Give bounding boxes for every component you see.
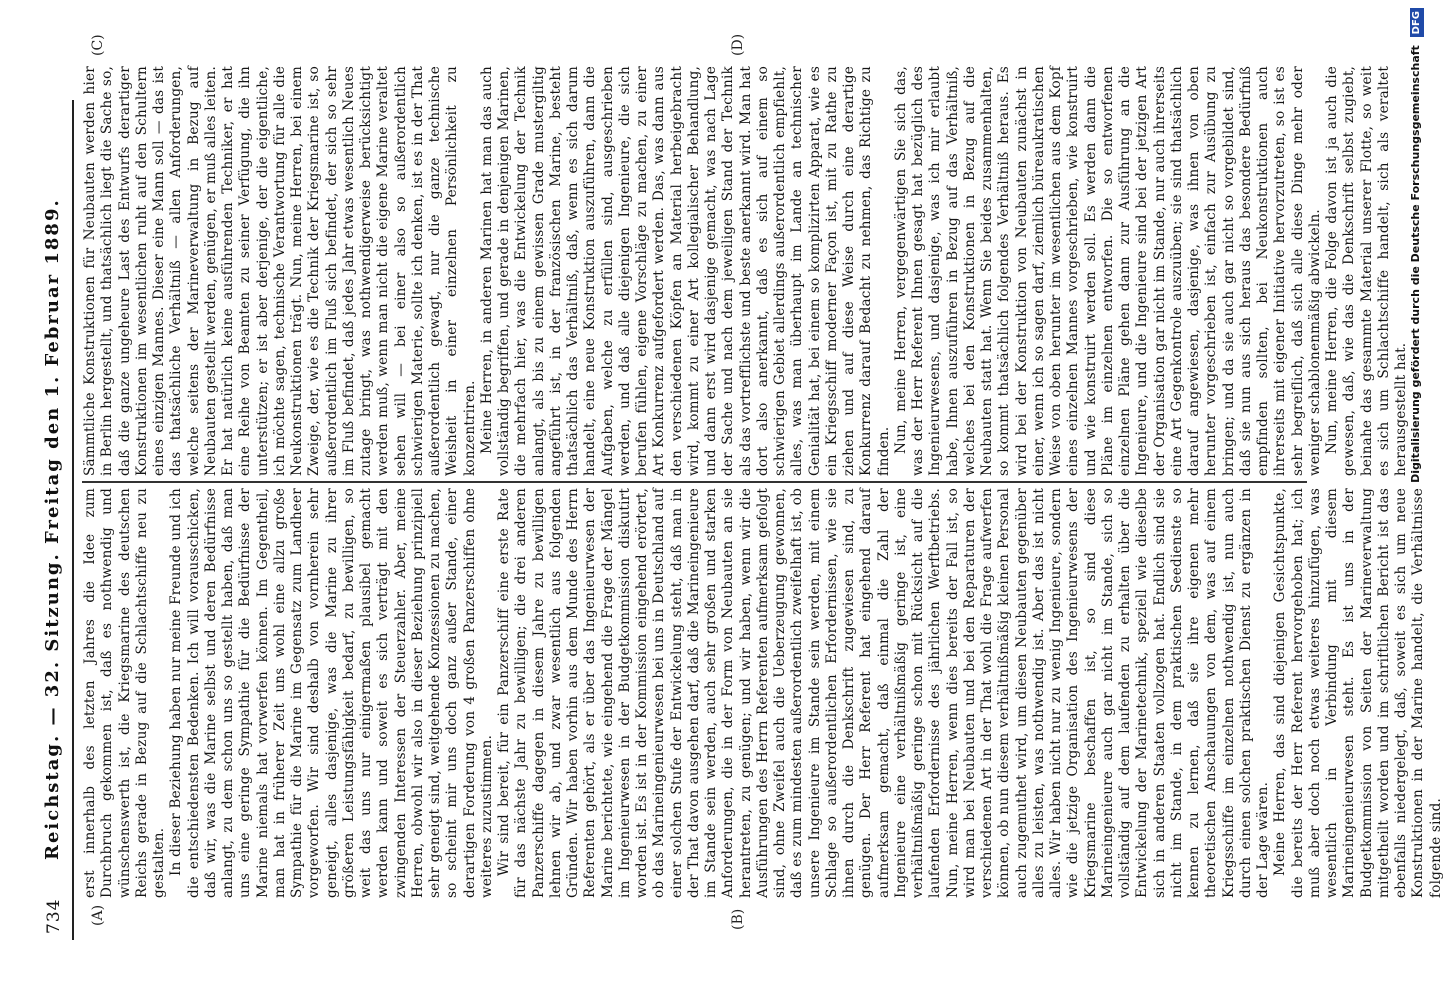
page-number: 734 [44, 898, 64, 934]
margin-marker-b: (B) [730, 908, 746, 930]
left-column [82, 488, 1444, 898]
paragraph: Meine Herren, das sind diejenigen Gesichtspunkte, die bereits der Herr Referent hervorgehoben hat; ich muß aber doch noch etwas weiteres hinzufügen, was wesentlich in Verbindung mit diesem Marineingenieurwesen steht. Es ist uns in der Budgetkommission von Seiten der Marineverwaltung mitgetheilt worden und im schriftlichen Bericht ist das ebenfalls niedergelegt, daß, soweit es sich um neue Konstruktionen in der Marine handelt, die Verhältnisse folgende sind. [1272, 488, 1444, 898]
digitization-credit [1407, 8, 1425, 992]
paragraph: Meine Herren, in anderen Marinen hat man das auch vollständig begriffen, und gerade in denjenigen Marinen, die mehrfach hier, was die Entwickelung der Technik anlangt, als bis zu einem gewissen Grade mustergiltig angeführt ist, in der französischen Marine, besteht thatsächlich das Verhältniß, daß, wenn es sich darum handelt, eine neue Konstruktion auszuführen, dann die Aufgaben, welche zu erfüllen sind, ausgeschrieben werden, und daß alle diejenigen Ingenieure, die sich berufen fühlen, eigene Vorschläge zu machen, zu einer Art Konkurrenz aufgefordert werden. Das, was dann aus den verschiedenen Köpfen an Material herbeigebracht wird, kommt zu einer Art kollegialischer Behandlung, und dann erst wird dasjenige gemacht, was nach Lage der Sache und nach dem jeweiligen Stand der Technik als das vortrefflichste und beste anerkannt wird. Man hat dort also anerkannt, daß es sich auf einem so schwierigen Gebiet allerdings außerordentlich empfiehlt, alles, was man überhaupt im Lande an technischer Genialität hat, bei einem so komplizirten Apparat, wie es ein Kriegsschiff moderner Façon ist, mit zu Rathe zu ziehen und auf diese Weise durch eine derartige Konkurrenz darauf Bedacht zu nehmen, das Richtige zu finden. [478, 66, 892, 476]
right-column [82, 66, 1409, 476]
paragraph: Nun, meine Herren, die Folge davon ist ja auch die gewesen, daß, wie das die Denkschrift selbst zugiebt, beinahe das gesammte Material unserer Flotte, so weit es sich um Schlachtschiffe handelt, sich als veraltet herausgestellt hat. [1324, 66, 1409, 476]
paragraph: Sämmtliche Konstruktionen für Neubauten werden hier in Berlin hergestellt, und thatsächlich liegt die Sache so, daß die ganze ungeheure Last des Entwurfs derartiger Konstruktionen im wesentlichen ruht auf den Schultern eines einzigen Mannes. Dieser eine Mann soll — das ist das thatsächliche Verhältniß — allen Anforderungen, welche seitens der Marineverwaltung in Bezug auf Neubauten gestellt werden, genügen, er muß alles leiten. Er hat natürlich keine ausführenden Techniker, er hat eine Reihe von Beamten zu seiner Verfügung, die ihn unterstützen; er ist aber derjenige, der die eigentliche, ich möchte sagen, technische Verantwortung für alle die Neukonstruktionen trägt. Nun, meine Herren, bei einem Zweige, der, wie es die Technik der Kriegsmarine ist, so außerordentlich im Fluß sich befindet, der sich so sehr im Fluß befindet, daß jedes Jahr etwas wesentlich Neues zutage bringt, was nothwendigerweise berücksichtigt werden muß, wenn man nicht die eigene Marine veraltet sehen will — bei einer also so außerordentlich schwierigen Materie, sollte ich denken, ist es in der That außerordentlich gewagt, nur die ganze technische Weisheit in einer einzelnen Persönlichkeit zu konzentriren. [82, 66, 478, 476]
paragraph: erst innerhalb des letzten Jahres die Idee zum Durchbruch gekommen ist, daß es nothwendig und wünschenswerth ist, die Kriegsmarine des deutschen Reichs gerade in Bezug auf die Schlachtschiffe neu zu gestalten. [82, 488, 167, 898]
page-header [0, 0, 74, 1000]
dfg-logo: DFG [1410, 8, 1424, 37]
paragraph: In dieser Beziehung haben nur meine Freunde und ich die entschiedensten Bedenken. Ich will vorausschicken, daß wir, was die Marine selbst und deren Bedürfnisse anlangt, zu dem schon uns so gestellt haben, daß man uns eine geringe Sympathie für die Bedürfnisse der Marine niemals hat vorwerfen können. Im Gegentheil, man hat in früherer Zeit uns wohl eine allzu große Sympathie für die Marine im Gegensatz zum Landheer vorgeworfen. Wir sind deshalb von vornherein sehr geneigt, alles dasjenige, was die Marine zu ihrer größeren Leistungsfähigkeit bedarf, zu bewilligen, so weit das uns nur einigermaßen plausibel gemacht werden kann und soweit es sich verträgt mit den zwingenden Interessen der Steuerzahler. Aber, meine Herren, obwohl wir also in dieser Beziehung prinzipiell sehr geneigt sind, weitgehende Konzessionen zu machen, so scheint mir uns doch ganz außer Stande, einer derartigen Forderung von 4 großen Panzerschiffen ohne weiteres zuzustimmen. [168, 488, 495, 898]
column-divider [82, 481, 1307, 483]
margin-marker-d: (D) [730, 33, 746, 56]
running-title: Reichstag. — 32. Sitzung. Freitag den 1. Februar 1889. [42, 198, 63, 860]
margin-marker-c: (C) [90, 34, 106, 56]
credit-text: Digitalisierung gefördert durch die Deutsche Forschungsgemeinschaft [1409, 45, 1422, 483]
margin-marker-a: (A) [90, 904, 106, 926]
paragraph: Wir sind bereit, für ein Panzerschiff eine erste Rate für das nächste Jahr zu bewilligen; die drei anderen Panzerschiffe dagegen in diesem Jahre zu bewilligen lehnen wir ab, und zwar wesentlich aus folgenden Gründen. Wir haben vorhin aus dem Munde des Herrn Referenten gehört, als er über das Ingenieurwesen der Marine berichtete, wie eingehend die Frage der Mängel im Ingenieurwesen in der Budgetkommission diskutirt worden ist. Es ist in der Kommission eingehend erörtert, ob das Marineingenieurwesen bei uns in Deutschland auf einer solchen Stufe der Entwickelung steht, daß man in der That davon ausgehen darf, daß die Marineingenieure im Stande sein werden, auch sehr großen und starken Anforderungen, die in der Form von Neubauten an sie herantreten, zu genügen; und wir haben, wenn wir die Ausführungen des Herrn Referenten aufmerksam gefolgt sind, ohne Zweifel auch die Ueberzeugung gewonnen, daß es zum mindesten außerordentlich zweifelhaft ist, ob unsere Ingenieure im Stande sein werden, mit einem Schlage so außerordentlichen Erfordernissen, wie sie ihnen durch die Denkschrift zugewiesen sind, zu genügen. Der Herr Referent hat eingehend darauf aufmerksam gemacht, daß einmal die Zahl der Ingenieure eine verhältnißmäßig geringe ist, eine verhältnißmäßig geringe schon mit Rücksicht auf die laufenden Erfordernisse des jährlichen Werftbetriebs. Nun, meine Herren, wenn dies bereits der Fall ist, so wird man bei Neubauten und bei den Reparaturen der verschiedenen Art in der That wohl die Frage aufwerfen können, ob nun diesem verhältnißmäßig kleinen Personal auch zugemuthet wird, um diesen Neubauten gegenüber alles zu leisten, was nothwendig ist. Aber das ist nicht alles. Wir haben nicht nur zu wenig Ingenieure, sondern wie die jetzige Organisation des Ingenieurwesens der Kriegsmarine beschaffen ist, so sind diese Marineingenieure auch gar nicht im Stande, sich so vollständig auf dem laufenden zu erhalten über die Entwickelung der Marinetechnik, speziell wie dieselbe sich in anderen Staaten vollzogen hat. Endlich sind sie nicht im Stande, in dem praktischen Seedienste so kennen zu lernen, daß sie ihre eigenen mehr theoretischen Anschauungen von dem, was auf einem Kriegsschiffe im einzelnen nothwendig ist, nun auch durch einen solchen praktischen Dienst zu ergänzen in der Lage wären. [496, 488, 1271, 898]
header-rule [72, 100, 74, 940]
paragraph: Nun, meine Herren, vergegenwärtigen Sie sich das, was der Herr Referent Ihnen gesagt hat bezüglich des Ingenieurwesens, und dasjenige, was ich mir erlaubt habe, Ihnen auszuführen in Bezug auf das Verhältniß, welches bei den Konstruktionen in Bezug auf die Neubauten statt hat. Wenn Sie beides zusammenhalten, so kommt thatsächlich folgendes Verhältniß heraus. Es wird bei der Konstruktion von Neubauten zunächst in einer, wenn ich so sagen darf, ziemlich büreaukratischen Weise von oben herunter im wesentlichen aus dem Kopf eines einzelnen Mannes vorgeschrieben, wie konstruirt und wie konstruirt werden soll. Es werden dann die Pläne im einzelnen entworfen. Die so entworfenen einzelnen Pläne gehen dann zur Ausführung an die Ingenieure, und die Ingenieure sind bei der jetzigen Art der Organisation gar nicht im Stande, nur auch ihrerseits eine Art Gegenkontrole auszuüben; sie sind thatsächlich darauf angewiesen, dasjenige, was ihnen von oben herunter vorgeschrieben ist, einfach zur Ausübung zu bringen; und da sie auch gar nicht so vorgebildet sind, daß sie nun aus sich heraus das besondere Bedürfniß empfinden sollten, bei Neukonstruktionen auch ihrerseits mit eigener Initiative hervorzutreten, so ist es sehr begreiflich, daß sich alle diese Dinge mehr oder weniger schablonenmäßig abwickeln. [892, 66, 1323, 476]
